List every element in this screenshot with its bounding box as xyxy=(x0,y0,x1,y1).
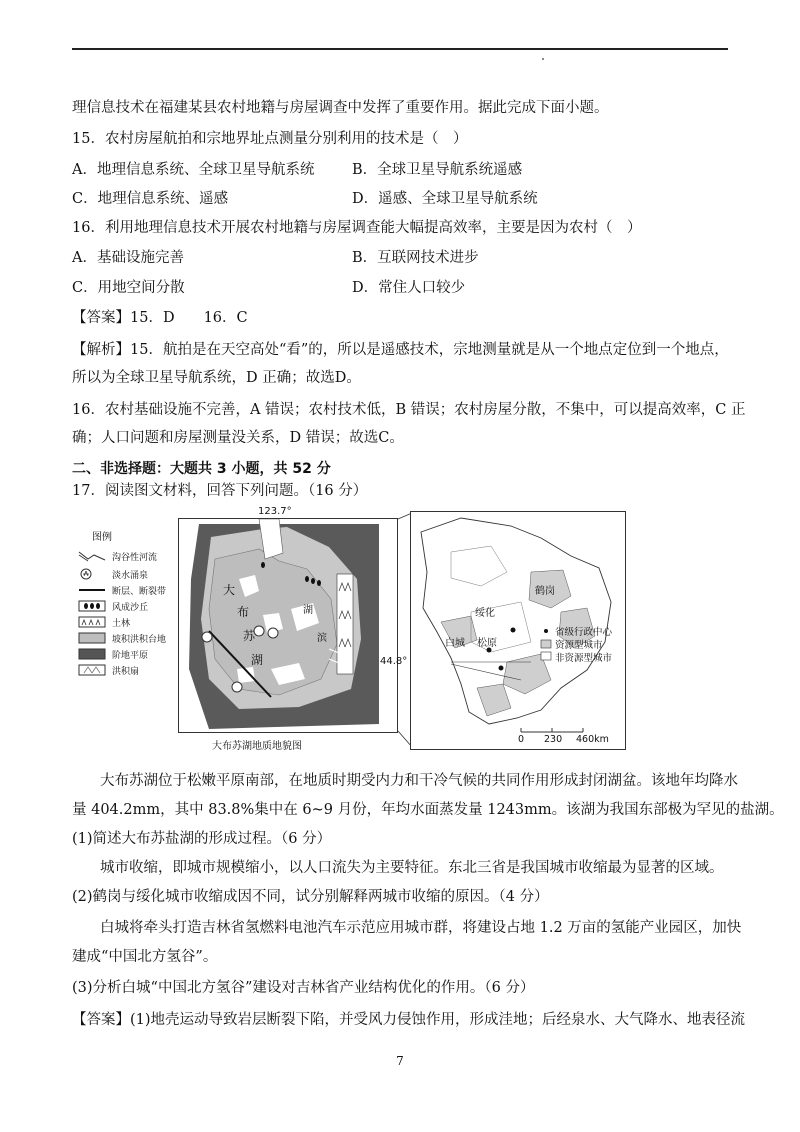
explanation-line: 【解析】15．航拍是在天空高处“看”的，所以是遥感技术，宗地测量就是从一个地点定位到一个地点， xyxy=(72,342,729,358)
subquestion-3: (3)分析白城“中国北方氢谷”建设对吉林省产业结构优化的作用。（6 分） xyxy=(72,980,535,996)
earth-forest-icon xyxy=(78,616,106,628)
scale-label: 230 xyxy=(544,734,563,745)
longitude-label: 123.7° xyxy=(258,506,292,517)
city-label: 鹤岗 xyxy=(535,586,555,597)
platform-icon xyxy=(78,632,106,644)
material-text: 大布苏湖位于松嫩平原南部，在地质时期受内力和干冷气候的共同作用形成封闭湖盆。该地年均降水 xyxy=(100,773,738,789)
subquestion-2: (2)鹤岗与绥化城市收缩成因不同，试分别解释两城市收缩的原因。（4 分） xyxy=(72,889,549,905)
legend-label: 非资源型城市 xyxy=(555,653,613,664)
option-15d: D．遥感、全球卫星导航系统 xyxy=(352,191,538,207)
subquestion-1: (1)简述大布苏盐湖的形成过程。（6 分） xyxy=(72,831,332,847)
material-text: 建成“中国北方氢谷”。 xyxy=(72,949,218,965)
section-heading: 二、非选择题：大题共 3 小题，共 52 分 xyxy=(72,461,331,477)
valley-river-icon xyxy=(78,550,106,562)
option-15b: B．全球卫星导航系统遥感 xyxy=(352,162,523,178)
terrace-icon xyxy=(78,648,106,660)
option-16b: B．互联网技术进步 xyxy=(352,250,479,266)
legend-item: 沟谷性河流 xyxy=(78,550,178,564)
legend-item: 阶地平原 xyxy=(78,648,178,662)
header-dot xyxy=(542,58,544,60)
legend-item: 淡水涌泉 xyxy=(78,568,178,582)
text-line: 理信息技术在福建某县农村地籍与房屋调查中发挥了重要作用。据此完成下面小题。 xyxy=(72,100,609,116)
scale-label: 460km xyxy=(576,734,609,745)
latitude-label: 44.8° xyxy=(380,656,408,667)
material-text: 量 404.2mm，其中 83.8%集中在 6~9 月份，年均水面蒸发量 1243mm。该湖为我国东部极为罕见的盐湖。 xyxy=(72,802,784,818)
lake-label-char: 布 xyxy=(237,605,250,619)
option-16c: C．用地空间分散 xyxy=(72,280,185,296)
question-17: 17．阅读图文材料，回答下列问题。（16 分） xyxy=(72,483,368,499)
explanation-line: 16．农村基础设施不完善，A 错误；农村技术低，B 错误；农村房屋分散，不集中，可以提高效率，C 正 xyxy=(72,402,746,418)
material-text: 城市收缩，即城市规模缩小，以人口流失为主要特征。东北三省是我国城市收缩最为显著的区域。 xyxy=(100,860,724,876)
map-caption: 大布苏湖地质地貌图 xyxy=(212,741,302,752)
legend-item: 风成沙丘 xyxy=(78,600,178,614)
lake-label-char: 湖 xyxy=(251,653,264,667)
legend-title: 图例 xyxy=(92,532,112,543)
city-label: 绥化 xyxy=(475,608,495,619)
answer-15-16: 【答案】15．D 16．C xyxy=(72,310,248,326)
legend-label: 资源型城市 xyxy=(555,640,603,651)
legend-item: 洪积扇 xyxy=(78,664,178,678)
marsh-label-char: 滨 xyxy=(317,633,327,644)
lake-map-drawing xyxy=(179,519,399,734)
option-16a: A．基础设施完善 xyxy=(72,250,184,266)
question-15: 15．农村房屋航拍和宗地界址点测量分别利用的技术是（ ） xyxy=(72,131,468,147)
scale-label: 0 xyxy=(518,734,525,745)
city-label: 白城 xyxy=(445,638,465,649)
legend-item: 断层、断裂带 xyxy=(78,584,178,598)
northeast-china-map xyxy=(410,511,626,750)
legend-label: 省级行政中心 xyxy=(555,627,613,638)
explanation-line: 所以为全球卫星导航系统，D 正确；故选D。 xyxy=(72,370,361,386)
fault-icon xyxy=(78,584,106,596)
question-16: 16．利用地理信息技术开展农村地籍与房屋调查能大幅提高效率，主要是因为农村（ ） xyxy=(72,220,642,236)
explanation-line: 确；人口问题和房屋测量没关系，D 错误；故选C。 xyxy=(72,430,404,446)
lake-geology-map xyxy=(178,518,398,733)
material-text: 白城将牵头打造吉林省氢燃料电池汽车示范应用城市群，将建设占地 1.2 万亩的氢能产业园区，加快 xyxy=(100,920,742,936)
lake-label-char: 苏 xyxy=(243,629,256,643)
option-15a: A．地理信息系统、全球卫星导航系统 xyxy=(72,162,315,178)
legend-item: 坡积洪积台地 xyxy=(78,632,178,646)
dune-icon xyxy=(78,600,106,612)
legend-item: 土林 xyxy=(78,616,178,630)
city-label: 松原 xyxy=(477,638,497,649)
page-number: 7 xyxy=(396,1054,404,1068)
option-16d: D．常住人口较少 xyxy=(352,280,466,296)
spring-icon xyxy=(78,568,106,580)
header-rule xyxy=(72,48,728,50)
lake-label-char: 大 xyxy=(223,583,236,597)
answer-17: 【答案】(1)地壳运动导致岩层断裂下陷，并受风力侵蚀作用，形成洼地；后经泉水、大气降水、地表径流 xyxy=(72,1012,746,1028)
option-15c: C．地理信息系统、遥感 xyxy=(72,191,229,207)
marsh-label-char: 湖 xyxy=(303,605,313,616)
alluvial-fan-icon xyxy=(78,664,106,676)
